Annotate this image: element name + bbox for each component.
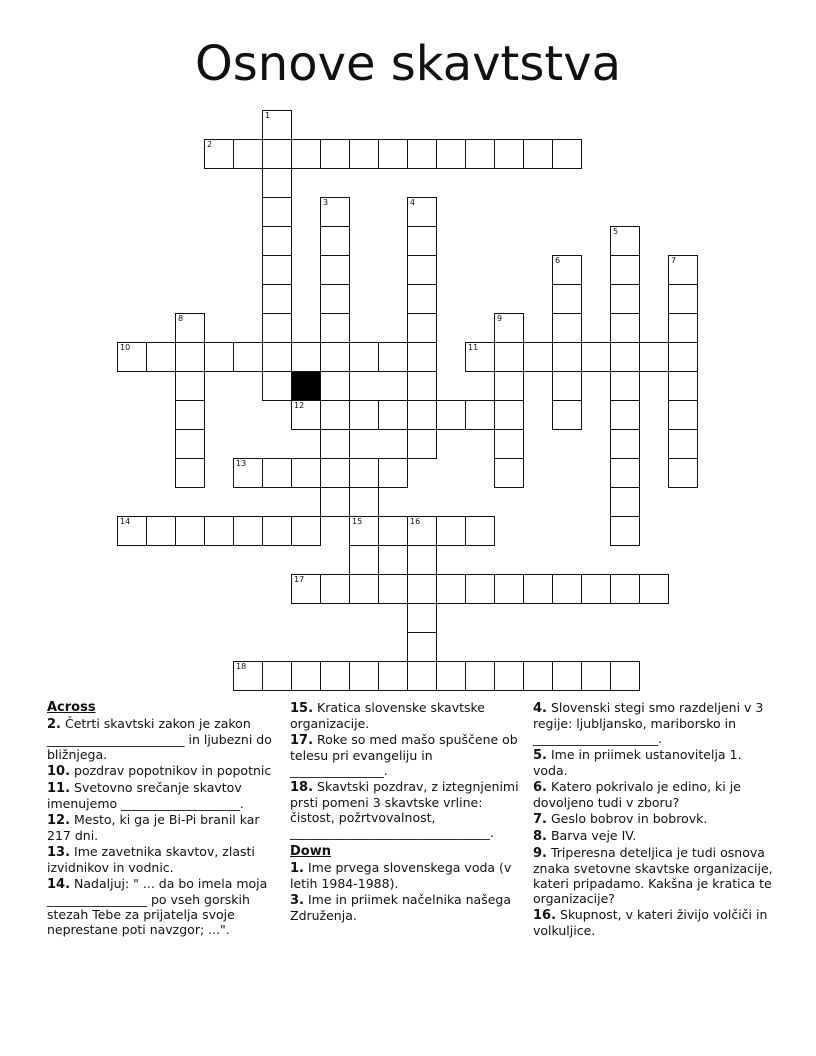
clue-across-17 [290,732,524,778]
clue-down-7 [533,811,773,827]
grid-cell[interactable] [349,458,379,488]
cell-number: 14 [120,517,131,526]
grid-cell[interactable] [378,458,408,488]
grid-cell[interactable] [639,342,669,372]
clue-down-4 [533,700,773,746]
grid-cell[interactable] [581,661,611,691]
grid-cell[interactable] [552,139,582,169]
grid-cell[interactable] [407,574,437,604]
clue-down-1 [290,860,524,891]
clue-text: Skavtski pozdrav, z iztegnjenimi prsti pomeni 3 skavtske vrline: čistost, požrtvovalnost, ________________________________. [290,779,519,840]
grid-cell[interactable] [668,458,698,488]
grid-cell[interactable] [407,313,437,343]
clue-down-9 [533,845,773,906]
grid-cell[interactable] [262,110,292,140]
clue-text: Ime in priimek ustanovitelja 1. voda. [533,747,742,778]
clue-number: 6. [533,780,547,795]
clue-number: 5. [533,748,547,763]
grid-cell[interactable] [610,574,640,604]
clue-across-18 [290,779,524,840]
clue-text: pozdrav popotnikov in popotnic [74,763,272,778]
grid-cell[interactable] [552,400,582,430]
clue-number: 17. [290,733,314,748]
grid-cell[interactable] [465,516,495,546]
cell-number: 3 [323,198,329,207]
grid-cell[interactable] [320,661,350,691]
grid-cell[interactable] [349,487,379,517]
grid-cell[interactable] [523,574,553,604]
grid-cell[interactable] [523,342,553,372]
grid-cell[interactable] [610,284,640,314]
grid-cell[interactable] [233,139,263,169]
grid-cell[interactable] [407,516,437,546]
clue-down-8 [533,828,773,844]
grid-cell[interactable] [378,400,408,430]
grid-cell[interactable] [610,429,640,459]
grid-cell[interactable] [204,516,234,546]
grid-cell[interactable] [349,574,379,604]
clue-across-10 [47,763,281,779]
cell-number: 16 [410,517,421,526]
clue-text: Katero pokrivalo je edino, ki je dovoljeno tudi v zboru? [533,779,741,810]
grid-cell[interactable] [407,226,437,256]
grid-cell[interactable] [668,342,698,372]
grid-cell[interactable] [291,458,321,488]
grid-cell[interactable] [610,516,640,546]
cell-number: 6 [555,256,561,265]
clue-text: Geslo bobrov in bobrovk. [550,811,708,826]
grid-cell[interactable] [552,284,582,314]
grid-cell[interactable] [436,661,466,691]
clue-down-16 [533,907,773,938]
cell-number: 5 [613,227,619,236]
grid-cell[interactable] [175,458,205,488]
blocked-cell [291,371,321,401]
grid-cell[interactable] [320,400,350,430]
clue-number: 4. [533,701,547,716]
grid-cell[interactable] [320,255,350,285]
across-heading: Across [47,700,96,715]
clue-text: Nadaljuj: " ... da bo imela moja ________________ po vseh gorskih stezah Tebe za prijatelja svoje neprestane poti navzgor; ...". [47,876,268,937]
grid-cell[interactable] [378,661,408,691]
grid-cell[interactable] [233,342,263,372]
grid-cell[interactable] [378,342,408,372]
clue-number: 7. [533,812,547,827]
grid-cell[interactable] [494,458,524,488]
grid-cell[interactable] [291,342,321,372]
clue-text: Triperesna deteljica je tudi osnova znaka svetovne skavtske organizacije, kateri pripadamo. Kakšna je kratica te organizacije? [533,845,773,906]
grid-cell[interactable] [146,342,176,372]
grid-cell[interactable] [436,574,466,604]
grid-cell[interactable] [349,400,379,430]
grid-cell[interactable] [494,313,524,343]
clue-text: Mesto, ki ga je Bi-Pi branil kar 217 dni. [47,812,260,843]
grid-cell[interactable] [407,197,437,227]
clue-text: Svetovno srečanje skavtov imenujemo ___________________. [47,780,244,811]
grid-cell[interactable] [233,458,263,488]
grid-cell[interactable] [610,313,640,343]
grid-cell[interactable] [668,284,698,314]
grid-cell[interactable] [407,545,437,575]
grid-cell[interactable] [320,429,350,459]
grid-cell[interactable] [552,661,582,691]
clue-down-3 [290,892,524,923]
clue-across-15 [290,700,524,731]
grid-cell[interactable] [175,516,205,546]
clues-column-2 [290,700,524,924]
grid-cell[interactable] [436,516,466,546]
clue-number: 1. [290,861,304,876]
grid-cell[interactable] [552,313,582,343]
grid-cell[interactable] [407,139,437,169]
grid-cell[interactable] [523,139,553,169]
grid-cell[interactable] [349,516,379,546]
cell-number: 2 [207,140,213,149]
grid-cell[interactable] [465,574,495,604]
grid-cell[interactable] [175,371,205,401]
clue-across-11 [47,780,281,811]
grid-cell[interactable] [494,139,524,169]
clue-text: Skupnost, v kateri živijo volčiči in volkuljice. [533,907,768,938]
grid-cell[interactable] [262,516,292,546]
grid-cell[interactable] [262,342,292,372]
cell-number: 7 [671,256,677,265]
clue-number: 13. [47,845,71,860]
grid-cell[interactable] [407,400,437,430]
grid-cell[interactable] [581,342,611,372]
clue-number: 9. [533,846,547,861]
clue-across-2 [47,716,281,762]
grid-cell[interactable] [262,661,292,691]
grid-cell[interactable] [233,661,263,691]
clue-text: Četrti skavtski zakon je zakon ______________________ in ljubezni do bližnjega. [47,716,272,762]
grid-cell[interactable] [407,429,437,459]
grid-cell[interactable] [668,429,698,459]
cell-number: 10 [120,343,131,352]
grid-cell[interactable] [349,661,379,691]
clue-text: Roke so med mašo spuščene ob telesu pri evangeliju in _______________. [290,732,518,778]
cell-number: 9 [497,314,503,323]
grid-cell[interactable] [610,487,640,517]
grid-cell[interactable] [552,574,582,604]
grid-cell[interactable] [610,255,640,285]
down-heading: Down [290,844,331,859]
cell-number: 11 [468,343,479,352]
grid-cell[interactable] [639,574,669,604]
grid-cell[interactable] [552,371,582,401]
grid-cell[interactable] [204,139,234,169]
grid-cell[interactable] [378,574,408,604]
grid-cell[interactable] [117,342,147,372]
grid-cell[interactable] [610,342,640,372]
grid-cell[interactable] [436,400,466,430]
clue-text: Barva veje IV. [550,828,637,843]
grid-cell[interactable] [668,400,698,430]
cell-number: 1 [265,111,271,120]
clues-column-1 [47,700,281,938]
grid-cell[interactable] [146,516,176,546]
grid-cell[interactable] [204,342,234,372]
grid-cell[interactable] [175,400,205,430]
clues-column-3 [533,700,773,939]
grid-cell[interactable] [320,458,350,488]
grid-cell[interactable] [320,574,350,604]
grid-cell[interactable] [320,487,350,517]
grid-cell[interactable] [233,516,263,546]
clue-number: 16. [533,908,557,923]
cell-number: 15 [352,517,363,526]
grid-cell[interactable] [320,313,350,343]
grid-cell[interactable] [407,284,437,314]
grid-cell[interactable] [407,371,437,401]
clue-number: 15. [290,701,314,716]
grid-cell[interactable] [291,661,321,691]
grid-cell[interactable] [610,400,640,430]
grid-cell[interactable] [610,226,640,256]
grid-cell[interactable] [378,516,408,546]
grid-cell[interactable] [610,371,640,401]
cell-number: 18 [236,662,247,671]
grid-cell[interactable] [581,574,611,604]
grid-cell[interactable] [320,342,350,372]
clue-text: Ime prvega slovenskega voda (v letih 1984-1988). [290,860,512,891]
grid-cell[interactable] [378,139,408,169]
cell-number: 17 [294,575,305,584]
grid-cell[interactable] [349,139,379,169]
grid-cell[interactable] [117,516,147,546]
clue-number: 18. [290,780,314,795]
grid-cell[interactable] [465,661,495,691]
grid-cell[interactable] [552,255,582,285]
grid-cell[interactable] [349,342,379,372]
grid-cell[interactable] [262,284,292,314]
grid-cell[interactable] [668,255,698,285]
grid-cell[interactable] [262,197,292,227]
grid-cell[interactable] [175,313,205,343]
clue-number: 11. [47,781,71,796]
grid-cell[interactable] [523,661,553,691]
clue-text: Ime in priimek načelnika našega Združenja. [290,892,512,923]
clue-text: Ime zavetnika skavtov, zlasti izvidnikov in vodnic. [47,844,255,875]
grid-cell[interactable] [320,197,350,227]
grid-cell[interactable] [262,139,292,169]
clue-number: 8. [533,829,547,844]
grid-cell[interactable] [668,313,698,343]
grid-cell[interactable] [407,603,437,633]
grid-cell[interactable] [407,632,437,662]
grid-cell[interactable] [291,400,321,430]
grid-cell[interactable] [407,661,437,691]
grid-cell[interactable] [465,139,495,169]
grid-cell[interactable] [407,342,437,372]
grid-cell[interactable] [291,139,321,169]
grid-cell[interactable] [668,371,698,401]
cell-number: 8 [178,314,184,323]
clue-down-5 [533,747,773,778]
grid-cell[interactable] [320,226,350,256]
grid-cell[interactable] [465,400,495,430]
clue-number: 12. [47,813,71,828]
grid-cell[interactable] [262,255,292,285]
grid-cell[interactable] [494,400,524,430]
grid-cell[interactable] [349,545,379,575]
grid-cell[interactable] [494,661,524,691]
grid-cell[interactable] [175,429,205,459]
grid-cell[interactable] [262,168,292,198]
clue-text: Kratica slovenske skavtske organizacije. [290,700,485,731]
clue-number: 14. [47,877,71,892]
cell-number: 13 [236,459,247,468]
grid-cell[interactable] [494,574,524,604]
grid-cell[interactable] [175,342,205,372]
grid-cell[interactable] [262,313,292,343]
cell-number: 4 [410,198,416,207]
clue-number: 10. [47,764,71,779]
puzzle-title: Osnove skavtstva [194,36,622,92]
grid-cell[interactable] [494,429,524,459]
grid-cell[interactable] [320,371,350,401]
cell-number: 12 [294,401,305,410]
grid-cell[interactable] [320,139,350,169]
clue-across-12 [47,812,281,843]
grid-cell[interactable] [291,516,321,546]
clue-number: 3. [290,893,304,908]
grid-cell[interactable] [610,661,640,691]
grid-cell[interactable] [262,371,292,401]
grid-cell[interactable] [262,226,292,256]
grid-cell[interactable] [465,342,495,372]
grid-cell[interactable] [320,284,350,314]
grid-cell[interactable] [494,342,524,372]
grid-cell[interactable] [552,342,582,372]
grid-cell[interactable] [494,371,524,401]
grid-cell[interactable] [436,139,466,169]
grid-cell[interactable] [262,458,292,488]
clue-number: 2. [47,717,61,732]
grid-cell[interactable] [291,574,321,604]
clue-across-14 [47,876,281,937]
grid-cell[interactable] [407,255,437,285]
clue-across-13 [47,844,281,875]
grid-cell[interactable] [610,458,640,488]
clue-down-6 [533,779,773,810]
clue-text: Slovenski stegi smo razdeljeni v 3 regije: ljubljansko, mariborsko in ____________________. [533,700,764,746]
